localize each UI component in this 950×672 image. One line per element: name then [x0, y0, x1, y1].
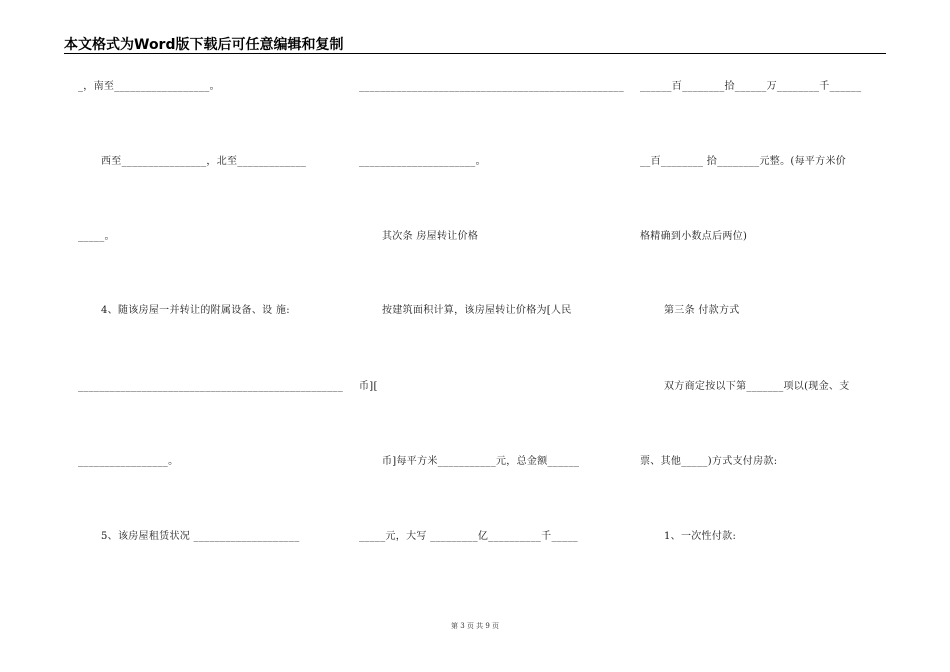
col2-line-7: _____元，大写 _________亿__________千_____ — [359, 531, 578, 542]
header-divider — [64, 53, 886, 54]
page-header-title: 本文格式为Word版下载后可任意编辑和复制 — [64, 37, 344, 53]
col3-line-3: 格精确到小数点后两位) — [640, 231, 748, 242]
col3-line-1: ______百________拾______万________千______ — [640, 81, 862, 92]
col3-line-4: 第三条 付款方式 — [664, 305, 740, 316]
col3-line-5: 双方商定按以下第_______项以(现金、支 — [664, 381, 850, 392]
col2-line-1: __________________________________________________ — [359, 81, 624, 92]
col2-line-3: 其次条 房屋转让价格 — [382, 231, 479, 242]
col1-line-7: 5、该房屋租赁状况 ____________________ — [101, 531, 300, 542]
col1-line-2: 西至________________，北至_____________ — [101, 156, 307, 167]
col3-line-6: 票、其他_____)方式支付房款: — [640, 456, 778, 467]
col1-line-3: _____。 — [78, 231, 115, 242]
col1-line-6: _________________。 — [78, 456, 179, 467]
col1-line-4: 4、随该房屋一并转让的附属设备、设 施: — [101, 305, 290, 316]
col2-line-6: 币]每平方米___________元，总金额______ — [382, 456, 580, 467]
col2-line-4: 按建筑面积计算，该房屋转让价格为[人民 — [382, 305, 572, 316]
col1-line-5: __________________________________________________ — [78, 381, 343, 392]
col3-line-7: 1、一次性付款: — [664, 531, 737, 542]
col2-line-5: 币][ — [359, 381, 378, 392]
col2-line-2: ______________________。 — [359, 156, 486, 167]
col3-line-2: __百________ 拾________元整。(每平方米价 — [640, 156, 847, 167]
col1-line-1: _，南至__________________。 — [78, 81, 220, 92]
page-number-footer: 第 3 页 共 9 页 — [450, 622, 500, 630]
